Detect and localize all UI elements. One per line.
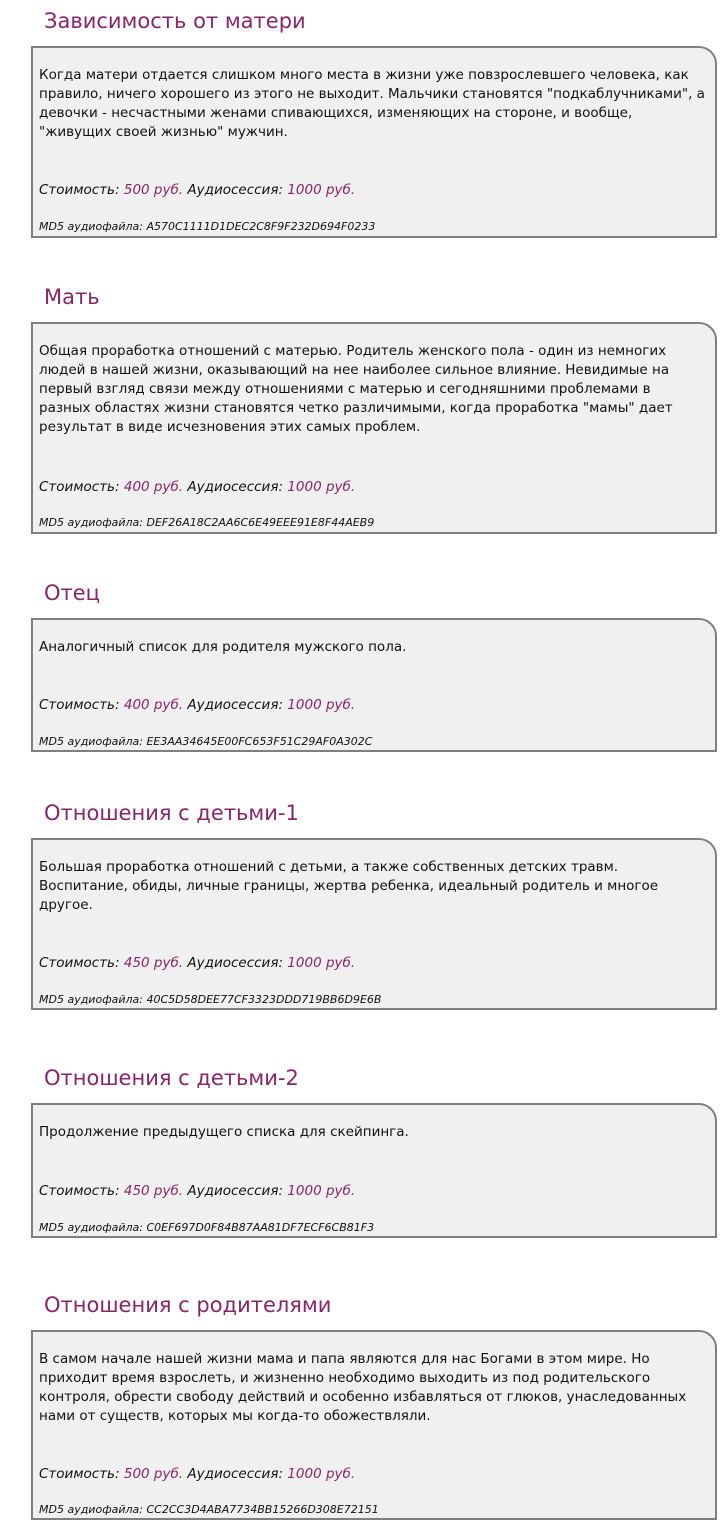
cost-value: 400 руб. (123, 479, 184, 495)
audio-value: 1000 руб. (287, 1183, 356, 1199)
section-title: Отношения с детьми-1 (44, 801, 299, 825)
price-line (39, 478, 355, 497)
audio-label: Аудиосессия: (187, 479, 283, 495)
cost-value: 450 руб. (123, 1183, 184, 1199)
md5-label: MD5 аудиофайла: (39, 1221, 143, 1234)
product-card (31, 838, 717, 1010)
md5-line (39, 1503, 379, 1517)
audio-value: 1000 руб. (287, 697, 356, 713)
product-card (31, 618, 717, 752)
md5-value: 40C5D58DEE77CF3323DDD719BB6D9E6B (146, 993, 382, 1006)
audio-value: 1000 руб. (287, 479, 356, 495)
cost-value: 500 руб. (123, 182, 184, 198)
product-description: Большая проработка отношений с детьми, а также собственных детских травм. Воспитание, обиды, личные границы, жертва ребенка, идеальный родитель и многое другое. (39, 859, 659, 913)
audio-value: 1000 руб. (287, 182, 356, 198)
md5-label: MD5 аудиофайла: (39, 516, 143, 529)
audio-label: Аудиосессия: (187, 182, 283, 198)
md5-value: CC2CC3D4ABA7734BB15266D308E72151 (146, 1503, 379, 1516)
section-title: Отец (44, 581, 100, 605)
product-description: Продолжение предыдущего списка для скейпинга. (39, 1124, 409, 1140)
audio-label: Аудиосессия: (187, 1183, 283, 1199)
cost-value: 450 руб. (123, 955, 184, 971)
product-description: Общая проработка отношений с матерью. Родитель женского пола - один из немногих людей в нашей жизни, оказывающий на нее наиболее сильное влияние. Невидимые на первый взгляд связи между отношениями с матерью и сегодняшними проблемами в разных областях жизни становятся четко различимыми, когда проработка "мамы" дает результат в виде исчезновения этих самых проблем. (39, 343, 673, 435)
md5-label: MD5 аудиофайла: (39, 735, 143, 748)
audio-value: 1000 руб. (287, 955, 356, 971)
product-description: Когда матери отдается слишком много места в жизни уже повзрослевшего человека, как правило, ничего хорошего из этого не выходит. Мальчики становятся "подкаблучниками", а девочки - несчастными женами спивающихся, изменяющих на стороне, и вообще, "живущих своей жизнью" мужчин. (39, 67, 705, 140)
md5-line (39, 1221, 374, 1235)
product-description: Аналогичный список для родителя мужского пола. (39, 639, 407, 655)
audio-value: 1000 руб. (287, 1466, 356, 1482)
price-line (39, 181, 355, 200)
md5-label: MD5 аудиофайла: (39, 993, 143, 1006)
cost-value: 400 руб. (123, 697, 184, 713)
md5-line (39, 516, 374, 530)
md5-line (39, 735, 372, 749)
cost-label: Стоимость: (39, 479, 120, 495)
product-card (31, 322, 717, 534)
section-title: Мать (44, 285, 100, 309)
price-line (39, 696, 355, 715)
price-line (39, 954, 355, 973)
product-card (31, 1330, 717, 1520)
product-card (31, 46, 717, 238)
md5-line (39, 220, 375, 234)
md5-value: A570C1111D1DEC2C8F9F232D694F0233 (146, 220, 376, 233)
md5-value: DEF26A18C2AA6C6E49EEE91E8F44AEB9 (146, 516, 375, 529)
cost-label: Стоимость: (39, 1183, 120, 1199)
price-line (39, 1182, 355, 1201)
product-card (31, 1103, 717, 1238)
section-title: Зависимость от матери (44, 9, 306, 33)
price-line (39, 1465, 355, 1484)
section-title: Отношения с детьми-2 (44, 1066, 299, 1090)
md5-label: MD5 аудиофайла: (39, 220, 143, 233)
section-title: Отношения с родителями (44, 1293, 332, 1317)
md5-value: EE3AA34645E00FC653F51C29AF0A302C (146, 735, 373, 748)
cost-label: Стоимость: (39, 1466, 120, 1482)
cost-value: 500 руб. (123, 1466, 184, 1482)
md5-line (39, 993, 381, 1007)
cost-label: Стоимость: (39, 182, 120, 198)
cost-label: Стоимость: (39, 955, 120, 971)
audio-label: Аудиосессия: (187, 1466, 283, 1482)
audio-label: Аудиосессия: (187, 955, 283, 971)
md5-label: MD5 аудиофайла: (39, 1503, 143, 1516)
md5-value: C0EF697D0F84B87AA81DF7ECF6CB81F3 (146, 1221, 375, 1234)
audio-label: Аудиосессия: (187, 697, 283, 713)
cost-label: Стоимость: (39, 697, 120, 713)
product-description: В самом начале нашей жизни мама и папа являются для нас Богами в этом мире. Но приходит время взрослеть, и жизненно необходимо выходить из под родительского контроля, обрести свободу действий и особенно избавляться от глюков, унаследованных нами от существ, которых мы когда-то обожествляли. (39, 1351, 687, 1424)
